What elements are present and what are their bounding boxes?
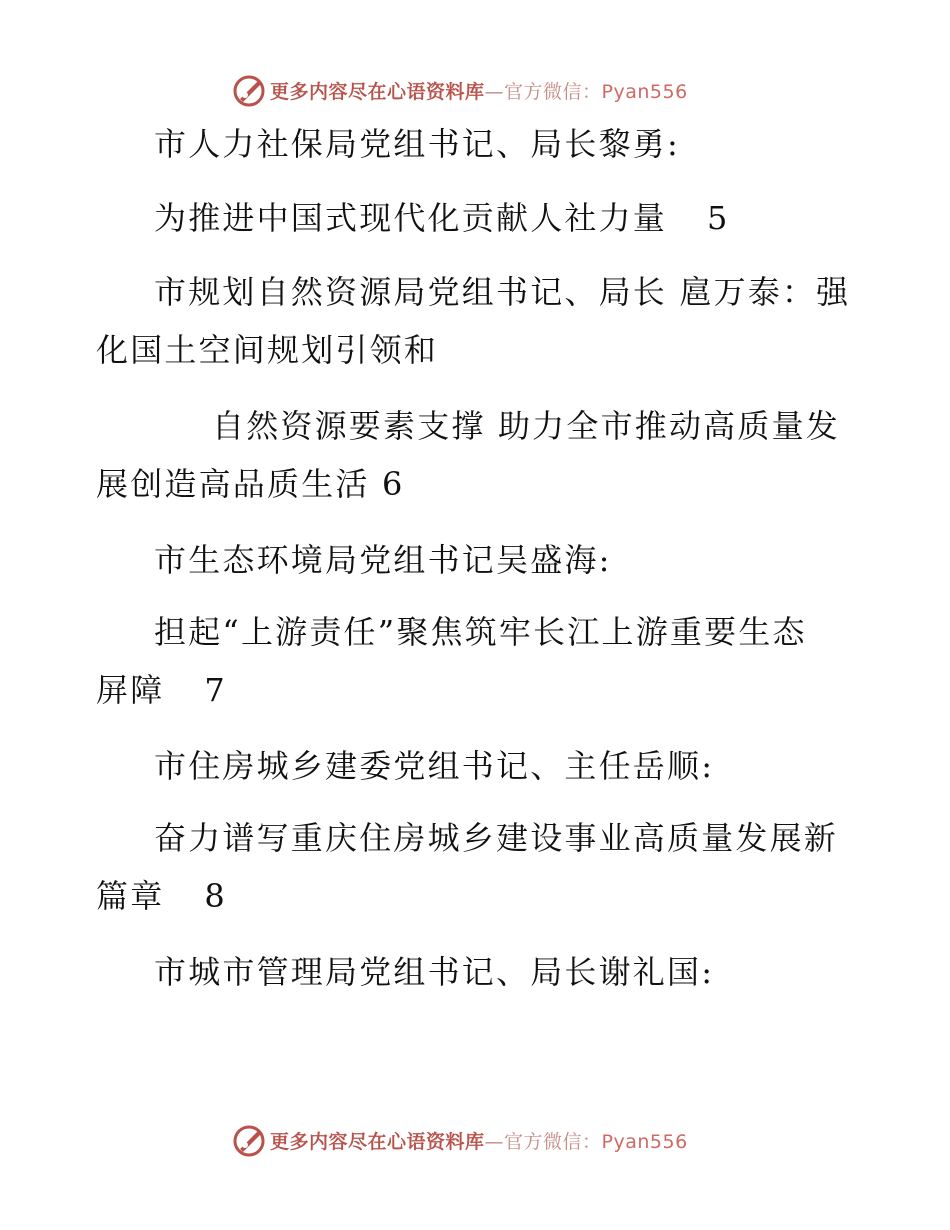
toc-heading: 市人力社保局党组书记、局长黎勇: — [154, 125, 680, 163]
pen-logo-icon — [232, 73, 266, 107]
toc-page-number: 8 — [204, 877, 227, 915]
toc-title — [154, 198, 730, 238]
toc-heading: 市规划自然资源局党组书记、局长 扈万泰：强 — [154, 273, 851, 311]
toc-heading: 市生态环境局党组书记吴盛海: — [154, 541, 612, 579]
watermark-id: Pyan556 — [601, 1130, 688, 1153]
toc-title-text: 为推进中国式现代化贡献人社力量 — [154, 199, 668, 237]
toc-title-text: 屏障 — [96, 671, 165, 709]
watermark-rest: —官方微信： — [484, 1130, 602, 1153]
watermark-header — [232, 72, 688, 108]
pen-logo-icon — [232, 1123, 266, 1157]
toc-title: 担起“上游责任”聚焦筑牢长江上游重要生态 — [154, 613, 807, 651]
toc-title: 自然资源要素支撑 助力全市推动高质量发 — [212, 407, 840, 445]
toc-heading: 市住房城乡建委党组书记、主任岳顺: — [154, 747, 715, 785]
toc-title-text: 展创造高品质生活 — [96, 465, 370, 503]
toc-page-number: 6 — [381, 465, 405, 503]
toc-title-continuation — [96, 670, 227, 710]
toc-page-number: 5 — [707, 199, 730, 237]
watermark-footer — [232, 1122, 688, 1158]
toc-heading-continuation: 化国土空间规划引领和 — [96, 331, 439, 369]
watermark-id: Pyan556 — [601, 80, 688, 103]
toc-title-text: 篇章 — [96, 877, 165, 915]
toc-title: 奋力谱写重庆住房城乡建设事业高质量发展新 — [154, 819, 839, 857]
toc-heading: 市城市管理局党组书记、局长谢礼国: — [154, 953, 715, 991]
watermark-main: 更多内容尽在心语资料库 — [270, 1130, 485, 1153]
watermark-rest: —官方微信： — [484, 80, 602, 103]
toc-title-continuation — [96, 876, 227, 916]
watermark-main: 更多内容尽在心语资料库 — [270, 80, 485, 103]
toc-page-number: 7 — [204, 671, 227, 709]
toc-title-continuation — [96, 464, 405, 504]
